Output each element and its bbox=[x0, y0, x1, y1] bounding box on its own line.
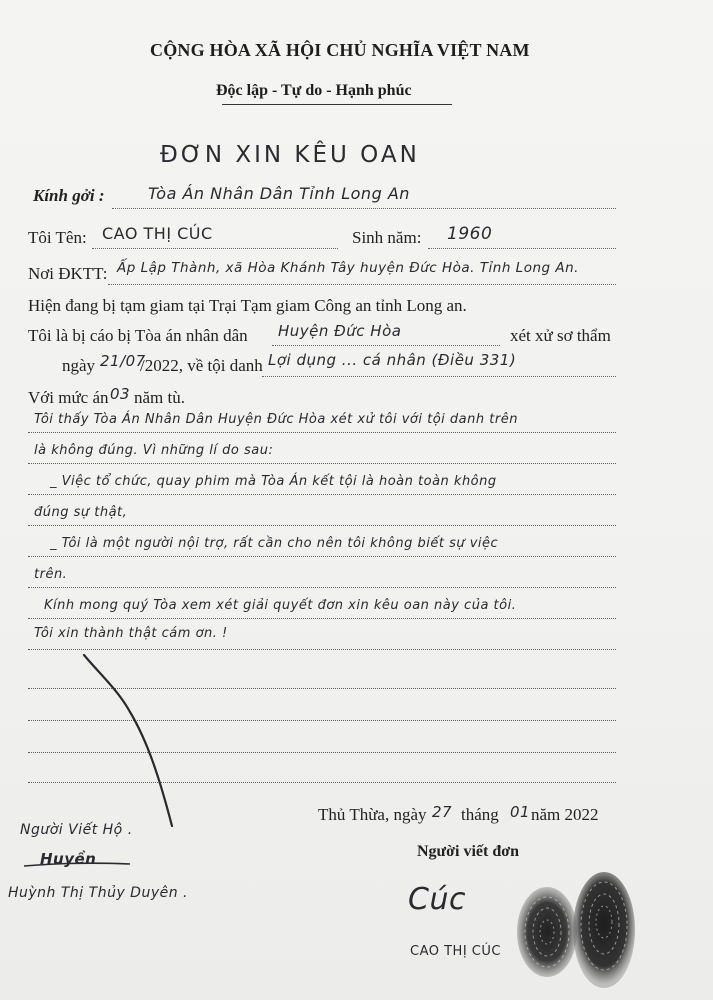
sentence-value: 03 bbox=[110, 385, 131, 403]
signer-label: Người viết đơn bbox=[417, 843, 519, 860]
trial-suffix: xét xử sơ thẩm bbox=[510, 326, 611, 345]
place-date-month: 01 bbox=[510, 803, 531, 821]
body-line: Kính mong quý Tòa xem xét giải quyết đơn xin kêu oan này của tôi. bbox=[44, 598, 517, 613]
place-date-day: 27 bbox=[432, 803, 453, 821]
birth-year-label: Sinh năm: bbox=[352, 228, 422, 247]
name-value: CAO THỊ CÚC bbox=[102, 224, 213, 243]
motto-heading: Độc lập - Tự do - Hạnh phúc bbox=[216, 82, 412, 99]
sentence-suffix: năm tù. bbox=[134, 388, 185, 407]
signer-name: CAO THỊ CÚC bbox=[410, 944, 501, 959]
birth-year-value: 1960 bbox=[447, 224, 493, 244]
defendant-prefix: Tôi là bị cáo bị Tòa án nhân dân bbox=[28, 326, 248, 345]
name-label: Tôi Tên: bbox=[28, 228, 87, 247]
place-date-year: năm 2022 bbox=[531, 805, 599, 824]
recipient-value: Tòa Án Nhân Dân Tỉnh Long An bbox=[148, 184, 410, 203]
address-value: Ấp Lập Thành, xã Hòa Khánh Tây huyện Đức Hòa. Tỉnh Long An. bbox=[117, 260, 579, 276]
recipient-label: Kính gởi : bbox=[33, 186, 105, 205]
place-date-prefix: Thủ Thừa, ngày bbox=[318, 805, 427, 824]
charge-value: Lợi dụng ... cá nhân (Điều 331) bbox=[268, 351, 517, 369]
body-line: trên. bbox=[34, 567, 68, 582]
body-line: Tôi xin thành thật cám ơn. ! bbox=[34, 626, 228, 641]
body-line: đúng sự thật, bbox=[34, 505, 128, 520]
helper-signature-flourish bbox=[20, 854, 140, 884]
body-line: Tôi thấy Tòa Án Nhân Dân Huyện Đức Hòa xét xử tôi với tội danh trên bbox=[34, 412, 518, 427]
country-heading: CỘNG HÒA XÃ HỘI CHỦ NGHĨA VIỆT NAM bbox=[150, 40, 530, 60]
body-line: là không đúng. Vì những lí do sau: bbox=[34, 443, 274, 458]
address-label: Nơi ĐKTT: bbox=[28, 264, 108, 283]
court-value: Huyện Đức Hòa bbox=[278, 322, 402, 340]
form-title: ĐƠN XIN KÊU OAN bbox=[160, 142, 420, 168]
date-year-suffix: /2022, về tội danh bbox=[140, 356, 263, 375]
signer-signature: Cúc bbox=[408, 882, 466, 917]
body-line: _ Việc tổ chức, quay phim mà Tòa Án kết tội là hoàn toàn không bbox=[50, 474, 497, 489]
helper-label: Người Viết Hộ . bbox=[20, 822, 133, 838]
date-prefix: ngày bbox=[62, 356, 96, 375]
place-date-month-label: tháng bbox=[461, 805, 499, 824]
sentence-prefix: Với mức án bbox=[28, 388, 109, 407]
body-line: _ Tôi là một người nội trợ, rất cần cho nên tôi không biết sự việc bbox=[50, 536, 499, 551]
detention-statement: Hiện đang bị tạm giam tại Trại Tạm giam Công an tỉnh Long an. bbox=[28, 296, 467, 315]
helper-name: Huỳnh Thị Thủy Duyên . bbox=[8, 885, 189, 901]
fingerprint-right bbox=[568, 868, 640, 994]
helper-signature: Huyền bbox=[40, 850, 97, 868]
date-day-month: 21/07 bbox=[100, 352, 146, 370]
